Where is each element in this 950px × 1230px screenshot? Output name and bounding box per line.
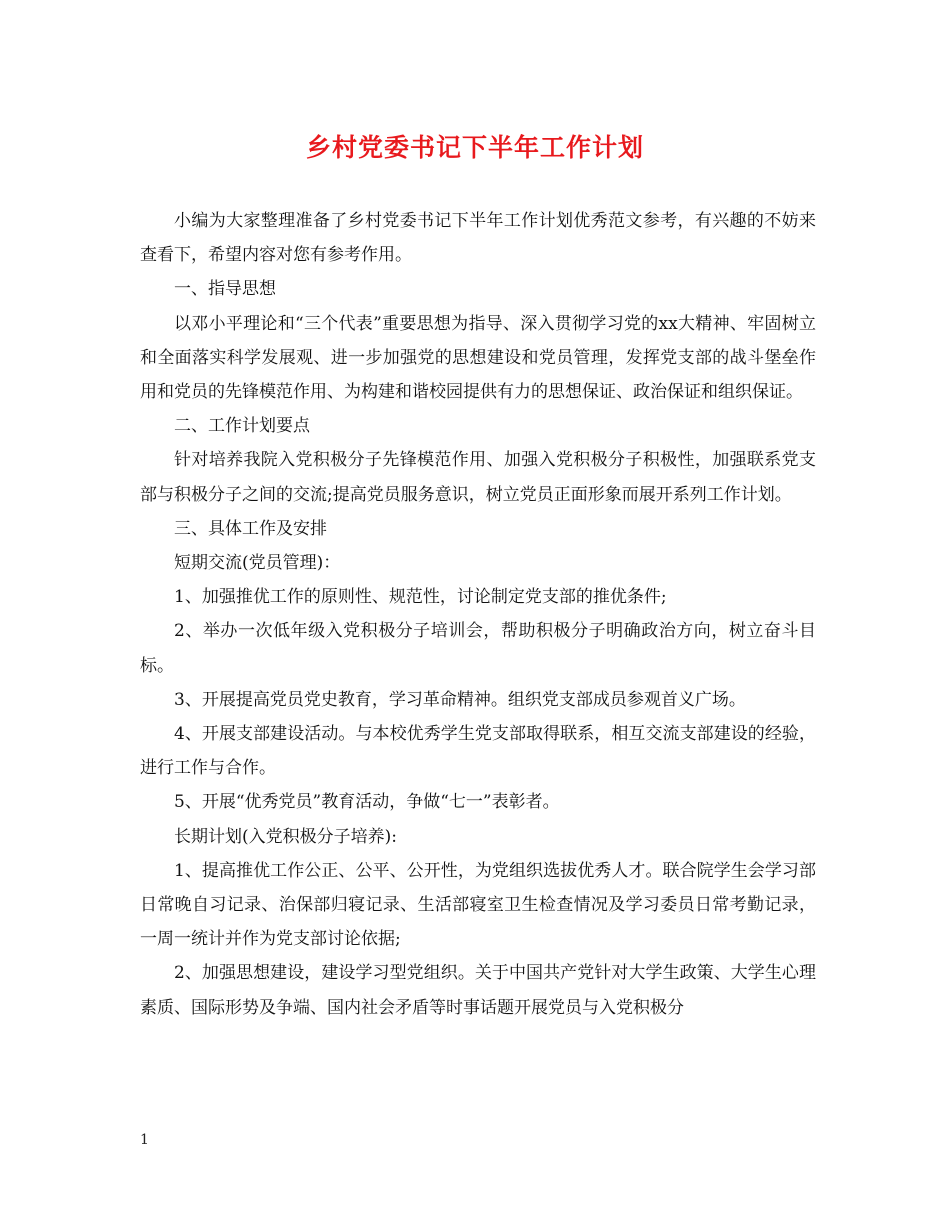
work-plan-points-paragraph: 针对培养我院入党积极分子先锋模范作用、加强入党积极分子积极性，加强联系党支部与积极分子之间的交流;提高党员服务意识，树立党员正面形象而展开系列工作计划。 (140, 450, 816, 505)
short-term-item-3: 3、开展提高党员党史教育，学习革命精神。组织党支部成员参观首义广场。 (174, 689, 746, 710)
guiding-thought-paragraph: 以邓小平理论和“三个代表”重要思想为指导、深入贯彻学习党的xx大精神、牢固树立和全面落实科学发展观、进一步加强党的思想建设和党员管理，发挥党支部的战斗堡垒作用和党员的先锋模范作用、为构建和谐校园提供有力的思想保证、政治保证和组织保证。 (140, 313, 816, 403)
section-heading-specific-work: 三、具体工作及安排 (174, 518, 327, 539)
document-title: 乡村党委书记下半年工作计划 (305, 133, 644, 162)
short-term-item-1: 1、加强推优工作的原则性、规范性，讨论制定党支部的推优条件; (174, 587, 667, 608)
short-term-item-5: 5、开展“优秀党员”教育活动，争做“七一”表彰者。 (174, 792, 560, 813)
section-heading-work-plan-points: 二、工作计划要点 (174, 416, 310, 437)
long-term-item-1: 1、提高推优工作公正、公平、公开性，为党组织选拔优秀人才。联合院学生会学习部日常晚自习记录、治保部归寝记录、生活部寝室卫生检查情况及学习委员日常考勤记录，一周一统计并作为党支部讨论依据; (140, 860, 816, 950)
long-term-heading: 长期计划(入党积极分子培养): (174, 826, 397, 847)
document-body (140, 204, 816, 1025)
short-term-heading: 短期交流(党员管理)： (174, 553, 341, 574)
intro-paragraph: 小编为大家整理准备了乡村党委书记下半年工作计划优秀范文参考，有兴趣的不妨来查看下，希望内容对您有参考作用。 (140, 211, 816, 266)
section-heading-guiding-thought: 一、指导思想 (174, 279, 276, 300)
short-term-item-2: 2、举办一次低年级入党积极分子培训会，帮助积极分子明确政治方向，树立奋斗目标。 (140, 621, 816, 676)
long-term-item-2: 2、加强思想建设，建设学习型党组织。关于中国共产党针对大学生政策、大学生心理素质、国际形势及争端、国内社会矛盾等时事话题开展党员与入党积极分 (140, 963, 816, 1018)
page-number: 1 (140, 1132, 149, 1148)
short-term-item-4: 4、开展支部建设活动。与本校优秀学生党支部取得联系，相互交流支部建设的经验，进行工作与合作。 (140, 724, 816, 779)
